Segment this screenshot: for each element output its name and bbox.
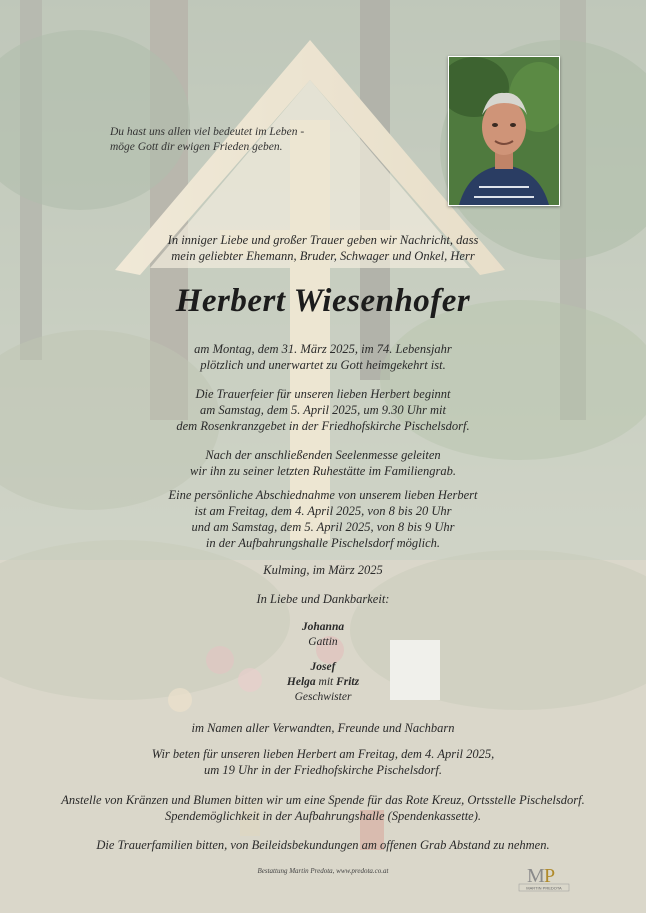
- death-line: plötzlich und unerwartet zu Gott heimgekehrt ist.: [200, 358, 446, 372]
- condolence-note: Die Trauerfamilien bitten, von Beileidsbekundungen am offenen Grab Abstand zu nehmen.: [96, 838, 550, 852]
- deceased-name: Herbert Wiesenhofer: [175, 283, 471, 319]
- prayer-line: um 19 Uhr in der Friedhofskirche Pischelsdorf.: [203, 763, 443, 777]
- donation-info: [0, 792, 646, 824]
- funeral-line: Die Trauerfeier für unseren lieben Herbert beginnt: [195, 387, 451, 401]
- logo-letter-p: P: [544, 865, 556, 887]
- logo-subtitle: MARTIN PREDOTA: [526, 885, 562, 891]
- funeral-service-info: [0, 386, 646, 434]
- donation-line: Anstelle von Kränzen und Blumen bitten wir um eine Spende für das Rote Kreuz, Ortsstelle Pischelsdorf.: [61, 793, 585, 807]
- logo-letter-m: M: [527, 865, 545, 887]
- funeral-line: dem Rosenkranzgebet in der Friedhofskirche Pischelsdorf.: [176, 419, 470, 433]
- family-wife: [0, 620, 646, 650]
- siblings-role: Geschwister: [294, 691, 352, 703]
- farewell-line: Eine persönliche Abschiednahme von unserem lieben Herbert: [168, 488, 478, 502]
- portrait-photo: [448, 56, 560, 206]
- farewell-line: ist am Freitag, dem 4. April 2025, von 8 bis 20 Uhr: [194, 504, 452, 518]
- farewell-info: [0, 487, 646, 551]
- burial-line: Nach der anschließenden Seelenmesse geleiten: [205, 448, 441, 462]
- family-siblings: [0, 660, 646, 705]
- burial-info: [0, 447, 646, 479]
- memorial-quote: [110, 125, 350, 155]
- quote-line: möge Gott dir ewigen Frieden geben.: [110, 141, 283, 153]
- sibling-name: Josef: [310, 661, 336, 673]
- death-line: am Montag, dem 31. März 2025, im 74. Lebensjahr: [194, 342, 452, 356]
- sibling-partner-name: Fritz: [336, 676, 360, 688]
- donation-line: Spendemöglichkeit in der Aufbahrungshalle (Spendenkassette).: [164, 809, 481, 823]
- funeral-line: am Samstag, dem 5. April 2025, um 9.30 Uhr mit: [200, 403, 446, 417]
- sibling-name: Helga: [286, 676, 316, 688]
- farewell-line: in der Aufbahrungshalle Pischelsdorf möglich.: [205, 536, 441, 550]
- funeral-home-logo: [518, 862, 570, 892]
- funeral-home-credit: Bestattung Martin Predota, www.predota.co.at: [257, 867, 389, 875]
- announcement-intro: [0, 232, 646, 264]
- death-notice: [0, 341, 646, 373]
- quote-line: Du hast uns allen viel bedeutet im Leben -: [110, 126, 305, 138]
- prayer-line: Wir beten für unseren lieben Herbert am Freitag, dem 4. April 2025,: [151, 747, 495, 761]
- intro-line: In inniger Liebe und großer Trauer geben wir Nachricht, dass: [167, 233, 479, 247]
- farewell-line: und am Samstag, dem 5. April 2025, von 8 bis 9 Uhr: [191, 520, 455, 534]
- with-word: mit: [318, 676, 334, 688]
- intro-line: mein geliebter Ehemann, Bruder, Schwager und Onkel, Herr: [171, 249, 475, 263]
- prayer-info: [0, 746, 646, 778]
- thanks-line: In Liebe und Dankbarkeit:: [256, 592, 390, 606]
- burial-line: wir ihn zu seiner letzten Ruhestätte im Familiengrab.: [190, 464, 456, 478]
- relatives-line: im Namen aller Verwandten, Freunde und Nachbarn: [191, 721, 455, 735]
- wife-name: Johanna: [301, 621, 345, 633]
- place-date: Kulming, im März 2025: [263, 563, 383, 577]
- wife-role: Gattin: [308, 636, 338, 648]
